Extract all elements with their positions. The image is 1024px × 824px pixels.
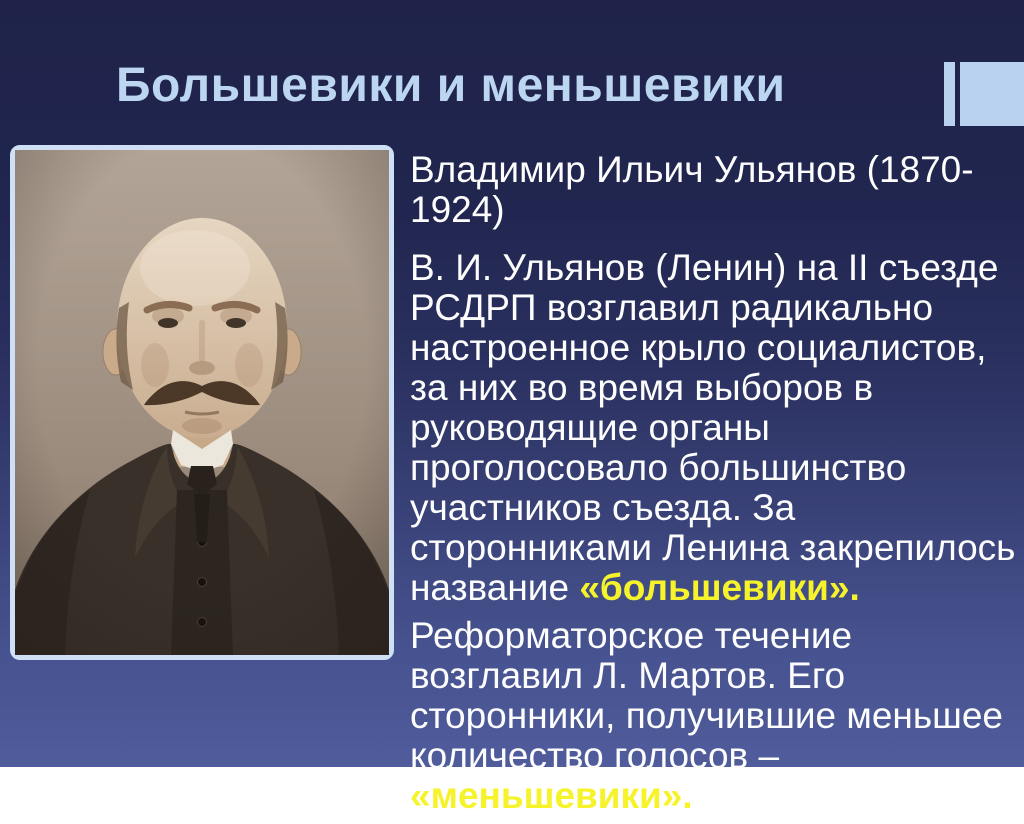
accent-bar-wide: [960, 62, 1024, 126]
slide-title: Большевики и меньшевики: [116, 59, 786, 112]
paragraph-bolsheviks: [410, 248, 1022, 608]
accent-bar-thin: [944, 62, 955, 126]
mensheviks-highlight: «меньшевики».: [410, 775, 693, 816]
text-column: [410, 150, 1022, 824]
photo-vignette: [15, 150, 389, 655]
person-name-heading: Владимир Ильич Ульянов (1870-1924): [410, 149, 974, 230]
paragraph-mensheviks: [410, 616, 1022, 816]
bolsheviks-highlight: «большевики».: [579, 567, 860, 608]
paragraph-mensheviks-text: Реформаторское течение возглавил Л. Мартов. Его сторонники, получившие меньшее количество голосов –: [410, 615, 1003, 776]
lenin-portrait-photo: [15, 150, 389, 655]
lenin-photo-frame: [10, 145, 394, 660]
paragraph-bolsheviks-text: В. И. Ульянов (Ленин) на II съезде РСДРП возглавил радикально настроенное крыло социалистов, за них во время выборов в руководящие органы проголосовало большинство участников съезда. За сторонниками Ленина закрепилось название: [410, 247, 1016, 608]
